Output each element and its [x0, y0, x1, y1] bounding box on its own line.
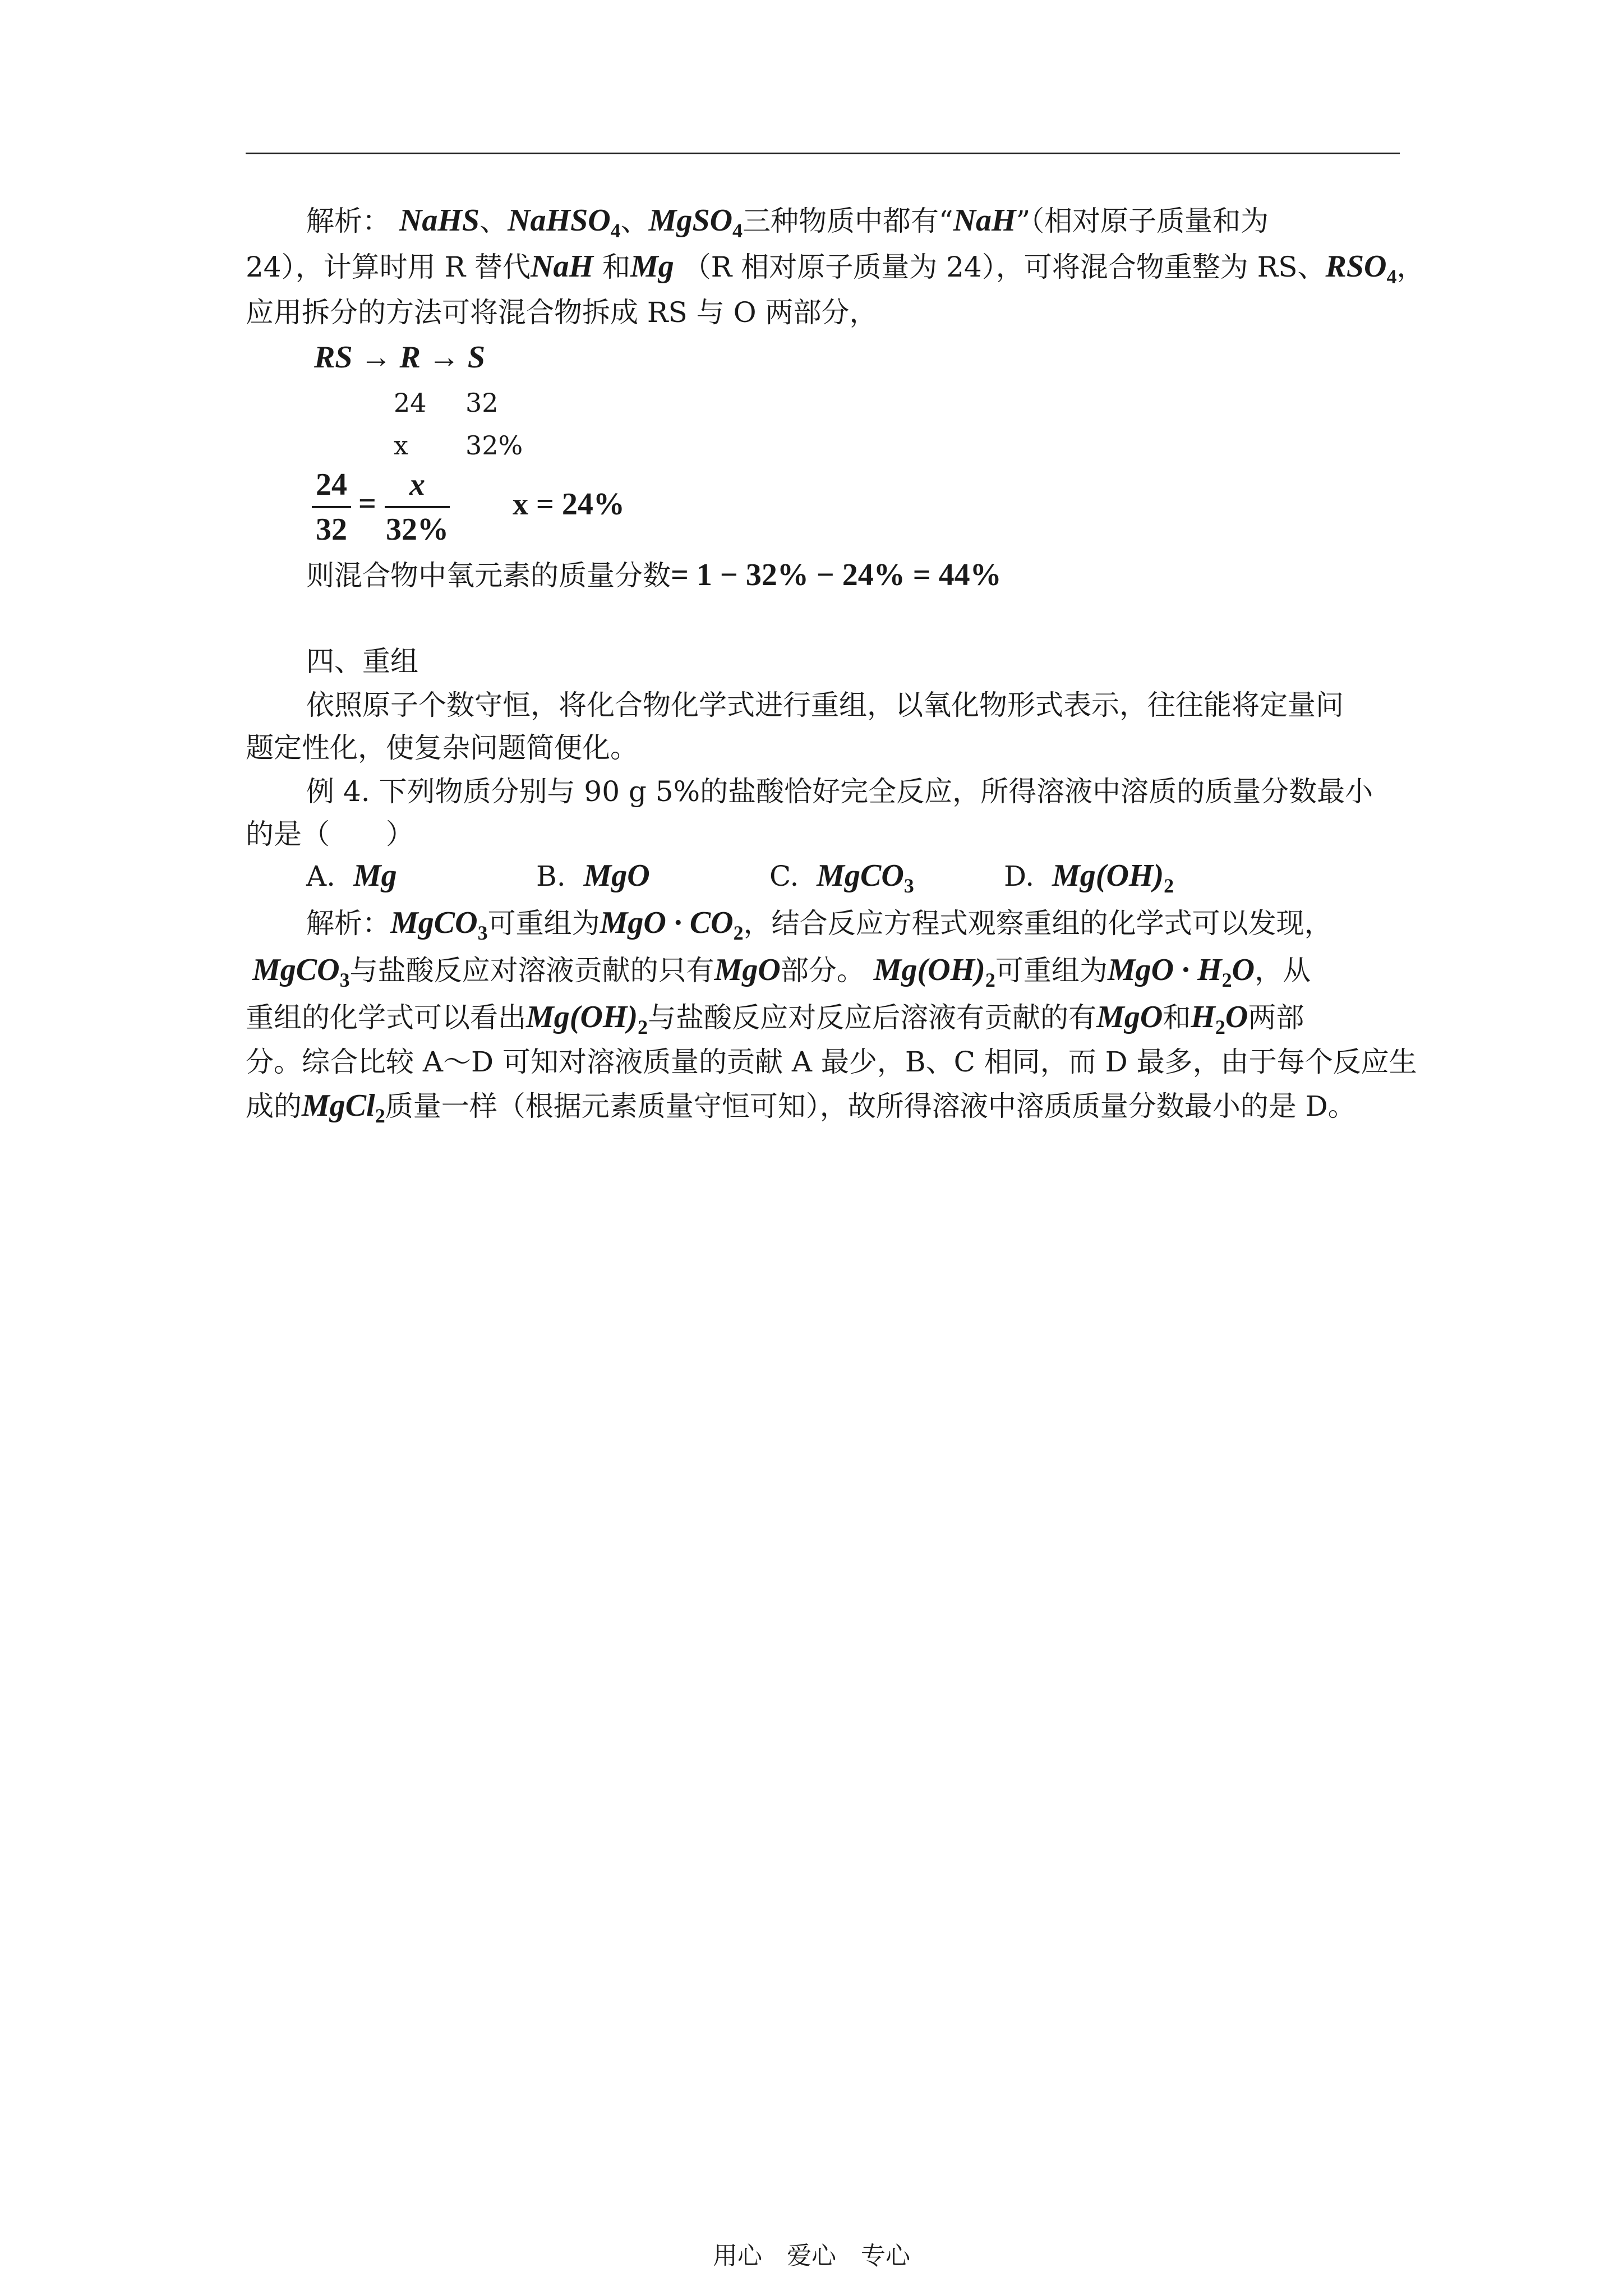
example-question-1: 例 4. 下列物质分别与 90 g 5%的盐酸恰好完全反应，所得溶液中溶质的质量分数最小 [306, 775, 1373, 808]
text: 三种物质中都有“ [743, 205, 953, 237]
example-question-2: 的是（ ） [246, 818, 414, 850]
calc-cell: x [394, 430, 408, 461]
analysis2-line-4: 分。综合比较 A～D 可知对溶液质量的贡献 A 最少，B、C 相同，而 D 最多，由于每个反应生 [246, 1046, 1417, 1078]
text: ”（相对原子质量和为 [1016, 205, 1269, 237]
text: ， [1396, 251, 1425, 283]
analysis-line-3 [246, 295, 877, 330]
section-body-2: 题定性化，使复杂问题简便化。 [246, 731, 638, 764]
option-d: D. $Mg(OH)_2$ [1004, 858, 1174, 897]
formula-nahs: NaHS [399, 203, 480, 238]
calc-cell: 32 [465, 388, 499, 418]
analysis2-line-1: 解析：MgCO$_3$可重组为MgO · $CO_2$，结合反应方程式观察重组的化学式可以发现， [306, 905, 1332, 944]
text: 应用拆分的方法可将混合物拆成 RS 与 O 两部分， [246, 296, 878, 329]
oxygen-fraction-line [306, 558, 1002, 593]
analysis-line-1 [306, 203, 1269, 248]
result-x: x = 24% [513, 487, 625, 522]
text: （R 相对原子质量为 24），可将混合物重整为 RS、 [683, 251, 1326, 283]
analysis2-line-2: MgCO$_3$与盐酸反应对溶液贡献的只有MgO部分。 $Mg(OH)_2$可重组为MgO · $H_2O$，从 [252, 953, 1311, 991]
section-body-1: 依照原子个数守恒，将化合物化学式进行重组，以氧化物形式表示，往往能将定量问 [306, 689, 1344, 721]
page-footer: 用心 爱心 专心 [713, 2242, 910, 2270]
section-heading: 四、重组 [306, 645, 418, 678]
oxygen-expression: = 1 − 32% − 24% = 44% [671, 558, 1002, 592]
formula-mgso4: MgSO$_4$ [648, 203, 743, 242]
text: 、 [620, 205, 649, 237]
text: 则混合物中氧元素的质量分数 [306, 559, 671, 592]
calc-cell: 32% [465, 430, 523, 461]
reaction-chain: RS → R → S [314, 340, 485, 375]
equals-sign: = [358, 486, 376, 521]
formula-nahso4: NaHSO$_4$ [508, 203, 621, 242]
formula-rso4: $RSO_4$ [1325, 249, 1397, 288]
fraction-24-32: 24 32 [312, 467, 351, 547]
text: 、 [479, 205, 508, 237]
text: 24），计算时用 R 替代 [246, 251, 531, 283]
header-rule [246, 153, 1400, 154]
calc-cell: 24 [394, 388, 427, 418]
option-c: C. MgCO$_3$ [769, 858, 914, 897]
formula-mg: Mg [630, 249, 674, 284]
fraction-x-32pct: x 32% [386, 467, 449, 547]
analysis2-line-3: 重组的化学式可以看出$Mg(OH)_2$与盐酸反应对反应后溶液有贡献的有MgO和$H_2O$两部 [246, 1000, 1304, 1038]
formula-nah: NaH [953, 203, 1016, 238]
option-b: B. MgO [536, 858, 650, 893]
formula-nah: NaH [531, 249, 594, 284]
analysis2-line-5: 成的MgCl$_2$质量一样（根据元素质量守恒可知），故所得溶液中溶质质量分数最小的是 D。 [246, 1088, 1356, 1127]
analysis-line-2 [246, 249, 1424, 294]
option-a: A. Mg [306, 858, 397, 893]
text: 和 [602, 251, 630, 283]
text: 解析： [306, 205, 390, 237]
